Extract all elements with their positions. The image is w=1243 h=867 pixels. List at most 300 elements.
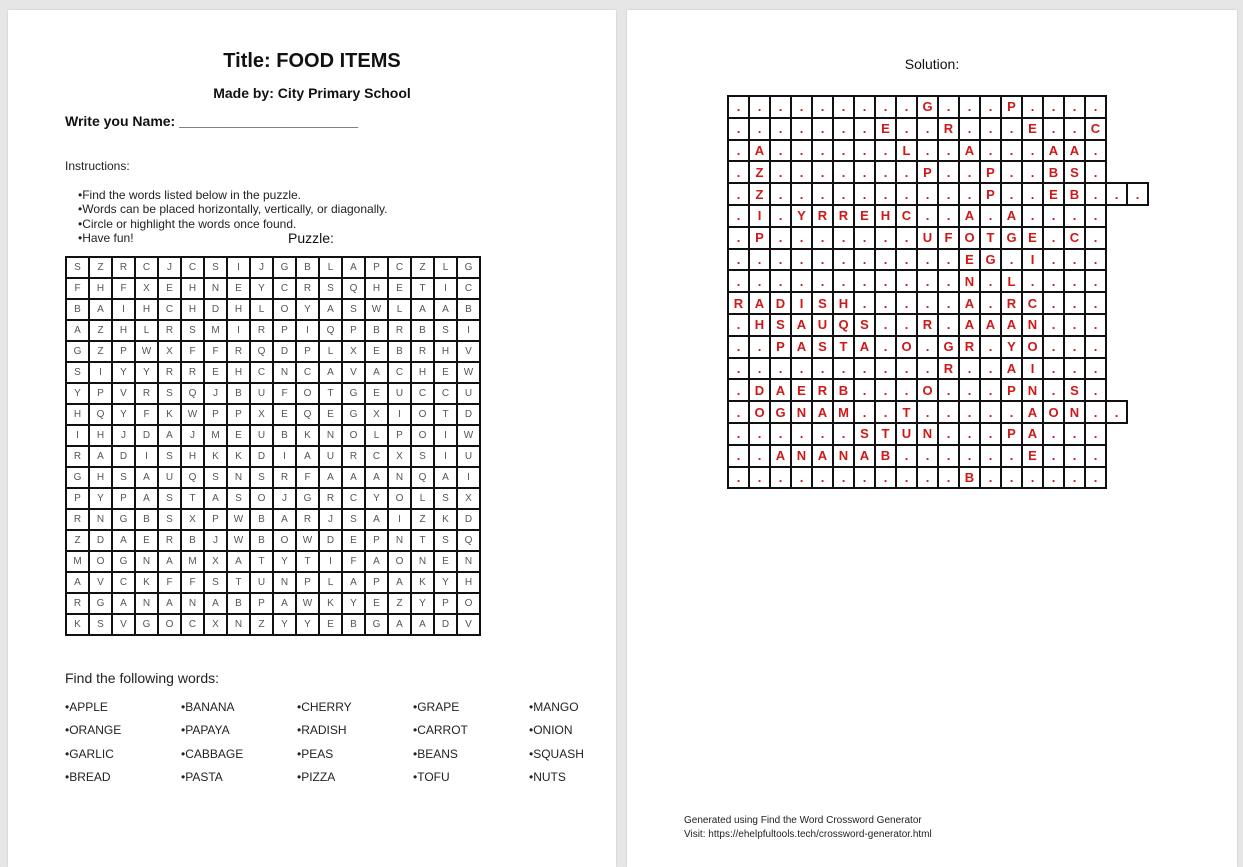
grid-cell: . xyxy=(1043,358,1064,380)
grid-cell: . xyxy=(875,183,896,205)
grid-row xyxy=(728,445,1148,467)
grid-cell: . xyxy=(875,358,896,380)
grid-cell: Y xyxy=(66,383,89,404)
grid-cell: O xyxy=(411,425,434,446)
grid-cell: F xyxy=(112,278,135,299)
grid-cell: E xyxy=(365,341,388,362)
grid-cell: K xyxy=(158,404,181,425)
grid-cell: . xyxy=(854,140,875,162)
grid-cell: H xyxy=(135,299,158,320)
grid-cell: . xyxy=(1022,161,1043,183)
grid-cell: S xyxy=(854,314,875,336)
word-item: • PEAS xyxy=(297,747,413,761)
grid-cell: . xyxy=(854,379,875,401)
grid-cell: H xyxy=(227,362,250,383)
grid-cell: O xyxy=(388,551,411,572)
grid-cell: S xyxy=(204,467,227,488)
grid-row xyxy=(66,467,480,488)
grid-cell: . xyxy=(1043,249,1064,271)
grid-cell: Y xyxy=(296,299,319,320)
puzzle-grid xyxy=(65,256,481,636)
grid-cell: I xyxy=(66,425,89,446)
grid-cell: . xyxy=(833,183,854,205)
grid-cell: . xyxy=(791,467,812,489)
grid-cell: . xyxy=(770,183,791,205)
grid-cell: A xyxy=(1022,423,1043,445)
grid-cell: . xyxy=(1085,161,1106,183)
word-item: • APPLE xyxy=(65,700,181,714)
grid-cell: J xyxy=(319,509,342,530)
grid-cell: G xyxy=(980,249,1001,271)
grid-cell: . xyxy=(749,96,770,118)
grid-cell: . xyxy=(1001,249,1022,271)
grid-cell: K xyxy=(434,509,457,530)
grid-row xyxy=(728,205,1148,227)
grid-cell: V xyxy=(112,614,135,635)
grid-cell: . xyxy=(896,292,917,314)
grid-cell: . xyxy=(896,161,917,183)
grid-cell: V xyxy=(342,362,365,383)
grid-row xyxy=(728,336,1148,358)
grid-cell: . xyxy=(875,249,896,271)
grid-cell: D xyxy=(89,530,112,551)
grid-cell: G xyxy=(770,401,791,423)
grid-cell: W xyxy=(296,593,319,614)
grid-cell: . xyxy=(917,336,938,358)
grid-cell: A xyxy=(434,467,457,488)
grid-cell: Q xyxy=(181,467,204,488)
instruction-item: • Words can be placed horizontally, vertically, or diagonally. xyxy=(78,202,387,216)
grid-cell: . xyxy=(1001,401,1022,423)
grid-cell: N xyxy=(273,572,296,593)
grid-cell: L xyxy=(250,299,273,320)
grid-cell: . xyxy=(1043,118,1064,140)
grid-cell: X xyxy=(135,278,158,299)
grid-cell: . xyxy=(1085,314,1106,336)
grid-cell: . xyxy=(1043,314,1064,336)
grid-cell: S xyxy=(112,467,135,488)
grid-cell: I xyxy=(135,446,158,467)
grid-cell: A xyxy=(112,530,135,551)
grid-cell: A xyxy=(319,299,342,320)
grid-cell: O xyxy=(250,488,273,509)
grid-cell: R xyxy=(917,314,938,336)
grid-cell: P xyxy=(770,336,791,358)
grid-cell: C xyxy=(112,572,135,593)
grid-cell: Z xyxy=(250,614,273,635)
grid-cell: . xyxy=(1064,96,1085,118)
grid-cell: A xyxy=(388,572,411,593)
grid-cell: . xyxy=(791,270,812,292)
grid-cell: A xyxy=(770,445,791,467)
grid-cell: . xyxy=(728,118,749,140)
grid-cell: . xyxy=(791,183,812,205)
grid-cell: . xyxy=(749,445,770,467)
grid-cell: R xyxy=(728,292,749,314)
grid-cell: . xyxy=(791,227,812,249)
grid-cell: G xyxy=(66,341,89,362)
grid-row xyxy=(728,96,1148,118)
grid-cell: . xyxy=(896,96,917,118)
grid-cell: M xyxy=(204,320,227,341)
grid-cell: . xyxy=(1043,292,1064,314)
grid-cell: . xyxy=(917,183,938,205)
grid-cell: E xyxy=(365,383,388,404)
grid-cell: . xyxy=(791,358,812,380)
grid-cell: D xyxy=(749,379,770,401)
grid-cell: E xyxy=(273,404,296,425)
grid-cell: K xyxy=(135,572,158,593)
grid-cell: . xyxy=(728,445,749,467)
grid-cell: A xyxy=(411,299,434,320)
grid-cell: . xyxy=(749,467,770,489)
grid-cell: R xyxy=(66,593,89,614)
grid-cell: C xyxy=(457,278,480,299)
grid-cell: P xyxy=(980,183,1001,205)
grid-cell: A xyxy=(749,292,770,314)
grid-cell: . xyxy=(1064,118,1085,140)
grid-cell: . xyxy=(728,423,749,445)
grid-cell: R xyxy=(296,278,319,299)
grid-cell: F xyxy=(342,551,365,572)
grid-cell: . xyxy=(1001,183,1022,205)
grid-cell: . xyxy=(980,205,1001,227)
grid-cell: A xyxy=(854,336,875,358)
grid-row xyxy=(66,551,480,572)
grid-row xyxy=(66,509,480,530)
grid-cell: C xyxy=(896,205,917,227)
grid-cell: . xyxy=(854,118,875,140)
grid-cell: K xyxy=(227,446,250,467)
grid-cell: Y xyxy=(434,572,457,593)
word-item: • ORANGE xyxy=(65,723,181,737)
grid-cell: K xyxy=(204,446,227,467)
grid-cell: F xyxy=(273,383,296,404)
grid-cell: T xyxy=(296,551,319,572)
grid-row xyxy=(728,183,1148,205)
grid-cell: . xyxy=(875,379,896,401)
grid-cell: L xyxy=(365,425,388,446)
grid-cell: P xyxy=(204,509,227,530)
grid-cell: H xyxy=(365,278,388,299)
grid-cell: . xyxy=(833,423,854,445)
grid-cell: N xyxy=(833,445,854,467)
grid-cell: . xyxy=(938,140,959,162)
grid-cell: W xyxy=(227,530,250,551)
grid-cell: . xyxy=(1064,292,1085,314)
grid-cell: R xyxy=(250,320,273,341)
grid-cell: S xyxy=(411,446,434,467)
grid-cell: . xyxy=(875,401,896,423)
grid-cell: C xyxy=(181,257,204,278)
grid-cell: . xyxy=(770,118,791,140)
grid-cell: A xyxy=(434,299,457,320)
grid-cell: S xyxy=(158,488,181,509)
grid-cell: A xyxy=(959,140,980,162)
grid-cell: . xyxy=(728,270,749,292)
grid-cell: F xyxy=(135,404,158,425)
grid-cell: J xyxy=(273,488,296,509)
grid-cell: S xyxy=(89,614,112,635)
grid-cell: I xyxy=(227,320,250,341)
grid-cell: G xyxy=(457,257,480,278)
grid-cell: R xyxy=(158,362,181,383)
grid-cell: Z xyxy=(89,320,112,341)
solution-page xyxy=(627,10,1237,867)
grid-cell: X xyxy=(250,404,273,425)
grid-cell: G xyxy=(89,593,112,614)
grid-cell: E xyxy=(1022,227,1043,249)
grid-cell: . xyxy=(1085,423,1106,445)
word-item: • SQUASH xyxy=(529,747,645,761)
grid-cell: Q xyxy=(342,278,365,299)
grid-cell: T xyxy=(411,278,434,299)
grid-cell: . xyxy=(875,140,896,162)
page-title: Title: FOOD ITEMS xyxy=(223,50,401,72)
grid-cell: S xyxy=(770,314,791,336)
grid-cell: . xyxy=(854,96,875,118)
grid-cell: . xyxy=(980,336,1001,358)
grid-cell: . xyxy=(980,118,1001,140)
grid-cell: . xyxy=(1001,161,1022,183)
grid-cell: B xyxy=(833,379,854,401)
grid-cell: B xyxy=(411,320,434,341)
grid-cell: . xyxy=(917,140,938,162)
grid-cell: A xyxy=(749,140,770,162)
grid-cell: Z xyxy=(89,257,112,278)
grid-cell: . xyxy=(980,292,1001,314)
grid-cell: . xyxy=(812,467,833,489)
grid-cell: . xyxy=(875,292,896,314)
grid-cell: . xyxy=(1064,358,1085,380)
grid-cell: W xyxy=(457,425,480,446)
grid-cell: P xyxy=(434,593,457,614)
grid-cell: . xyxy=(791,140,812,162)
grid-cell: . xyxy=(1043,227,1064,249)
grid-cell: I xyxy=(227,257,250,278)
grid-cell: H xyxy=(457,572,480,593)
grid-cell: O xyxy=(296,383,319,404)
grid-cell: . xyxy=(728,379,749,401)
grid-cell: Z xyxy=(411,257,434,278)
grid-cell: . xyxy=(896,270,917,292)
grid-cell: . xyxy=(749,249,770,271)
grid-row xyxy=(66,257,480,278)
grid-row xyxy=(66,320,480,341)
grid-cell: P xyxy=(1001,96,1022,118)
grid-cell: W xyxy=(227,509,250,530)
grid-cell: . xyxy=(1043,423,1064,445)
grid-cell: G xyxy=(273,257,296,278)
grid-cell: A xyxy=(388,614,411,635)
grid-cell: L xyxy=(319,257,342,278)
word-item: • BREAD xyxy=(65,770,181,784)
grid-cell: S xyxy=(319,278,342,299)
grid-cell: N xyxy=(388,467,411,488)
grid-cell: . xyxy=(938,161,959,183)
grid-cell: . xyxy=(728,161,749,183)
grid-cell: C xyxy=(181,614,204,635)
grid-row xyxy=(66,614,480,635)
grid-row xyxy=(728,423,1148,445)
grid-cell: X xyxy=(342,341,365,362)
grid-cell: A xyxy=(812,401,833,423)
word-item: • PIZZA xyxy=(297,770,413,784)
grid-cell: B xyxy=(181,530,204,551)
grid-cell: . xyxy=(980,140,1001,162)
grid-cell: . xyxy=(1043,270,1064,292)
grid-cell: H xyxy=(181,299,204,320)
grid-cell: . xyxy=(1022,140,1043,162)
grid-cell: A xyxy=(273,509,296,530)
grid-cell: . xyxy=(749,270,770,292)
grid-cell: . xyxy=(896,314,917,336)
grid-cell: . xyxy=(812,140,833,162)
grid-cell: R xyxy=(135,383,158,404)
grid-cell: A xyxy=(227,551,250,572)
grid-cell: . xyxy=(959,445,980,467)
grid-cell: A xyxy=(296,446,319,467)
grid-cell: R xyxy=(273,467,296,488)
grid-cell: Y xyxy=(791,205,812,227)
grid-cell: A xyxy=(273,593,296,614)
grid-cell: E xyxy=(135,530,158,551)
grid-cell: C xyxy=(434,383,457,404)
grid-cell: P xyxy=(273,320,296,341)
grid-cell: T xyxy=(833,336,854,358)
grid-cell: E xyxy=(227,278,250,299)
grid-cell: . xyxy=(728,358,749,380)
grid-cell: R xyxy=(812,379,833,401)
grid-cell: I xyxy=(457,467,480,488)
grid-cell: A xyxy=(365,509,388,530)
grid-cell: R xyxy=(411,341,434,362)
word-item: • MANGO xyxy=(529,700,645,714)
grid-cell: I xyxy=(319,551,342,572)
grid-cell: Z xyxy=(411,509,434,530)
grid-cell: . xyxy=(938,314,959,336)
grid-cell: T xyxy=(896,401,917,423)
grid-cell: P xyxy=(917,161,938,183)
word-list-heading: Find the following words: xyxy=(65,670,220,686)
grid-cell: . xyxy=(1085,249,1106,271)
grid-cell: . xyxy=(1064,423,1085,445)
grid-cell: . xyxy=(770,205,791,227)
grid-cell: I xyxy=(296,320,319,341)
grid-cell: C xyxy=(365,446,388,467)
grid-row xyxy=(66,593,480,614)
grid-cell: . xyxy=(896,445,917,467)
grid-cell: O xyxy=(273,299,296,320)
grid-cell: . xyxy=(1064,445,1085,467)
grid-cell: U xyxy=(457,383,480,404)
grid-cell: N xyxy=(227,467,250,488)
grid-cell: . xyxy=(896,249,917,271)
grid-cell: . xyxy=(938,183,959,205)
grid-cell: . xyxy=(854,227,875,249)
grid-cell: R xyxy=(938,358,959,380)
grid-cell: Y xyxy=(342,593,365,614)
grid-cell: I xyxy=(112,299,135,320)
grid-cell: U xyxy=(917,227,938,249)
grid-cell: A xyxy=(812,445,833,467)
grid-cell: B xyxy=(457,299,480,320)
grid-cell: F xyxy=(66,278,89,299)
grid-cell: N xyxy=(959,270,980,292)
grid-cell: B xyxy=(296,257,319,278)
grid-cell: . xyxy=(749,118,770,140)
grid-cell: A xyxy=(791,314,812,336)
grid-cell: Y xyxy=(411,593,434,614)
grid-cell: W xyxy=(296,530,319,551)
grid-cell: . xyxy=(728,205,749,227)
grid-cell: . xyxy=(959,118,980,140)
grid-cell: B xyxy=(959,467,980,489)
grid-cell: P xyxy=(250,593,273,614)
grid-cell: S xyxy=(1064,379,1085,401)
grid-cell: H xyxy=(181,446,204,467)
grid-cell: H xyxy=(227,299,250,320)
grid-cell: V xyxy=(457,341,480,362)
grid-cell: P xyxy=(89,383,112,404)
grid-cell: B xyxy=(342,614,365,635)
grid-cell: . xyxy=(917,249,938,271)
grid-cell: A xyxy=(1043,140,1064,162)
grid-cell: . xyxy=(1022,96,1043,118)
grid-cell: I xyxy=(1022,358,1043,380)
grid-cell: O xyxy=(917,379,938,401)
grid-cell: P xyxy=(112,488,135,509)
grid-cell: . xyxy=(1085,227,1106,249)
grid-cell: . xyxy=(896,379,917,401)
grid-cell: A xyxy=(158,425,181,446)
grid-cell: . xyxy=(833,467,854,489)
grid-cell: G xyxy=(135,614,158,635)
grid-cell: P xyxy=(227,404,250,425)
grid-cell: S xyxy=(158,446,181,467)
grid-cell: D xyxy=(250,446,273,467)
grid-row xyxy=(728,270,1148,292)
grid-cell: A xyxy=(411,614,434,635)
grid-cell: D xyxy=(457,509,480,530)
grid-cell: E xyxy=(1043,183,1064,205)
grid-cell: R xyxy=(833,205,854,227)
grid-cell: H xyxy=(875,205,896,227)
grid-cell: S xyxy=(812,292,833,314)
grid-cell: O xyxy=(896,336,917,358)
word-item: • ONION xyxy=(529,723,645,737)
grid-cell: O xyxy=(959,227,980,249)
grid-cell: . xyxy=(854,183,875,205)
grid-cell: S xyxy=(227,488,250,509)
grid-cell: . xyxy=(1064,467,1085,489)
word-item: • CABBAGE xyxy=(181,747,297,761)
grid-cell: Y xyxy=(273,614,296,635)
grid-cell: I xyxy=(434,446,457,467)
grid-cell: H xyxy=(434,341,457,362)
grid-cell: . xyxy=(812,423,833,445)
grid-cell: R xyxy=(66,446,89,467)
grid-cell: . xyxy=(728,314,749,336)
grid-cell: U xyxy=(388,383,411,404)
grid-cell: . xyxy=(959,161,980,183)
grid-cell: X xyxy=(388,446,411,467)
grid-cell: U xyxy=(158,467,181,488)
grid-cell: K xyxy=(411,572,434,593)
grid-row xyxy=(66,425,480,446)
grid-cell: J xyxy=(204,383,227,404)
grid-cell: P xyxy=(1001,423,1022,445)
